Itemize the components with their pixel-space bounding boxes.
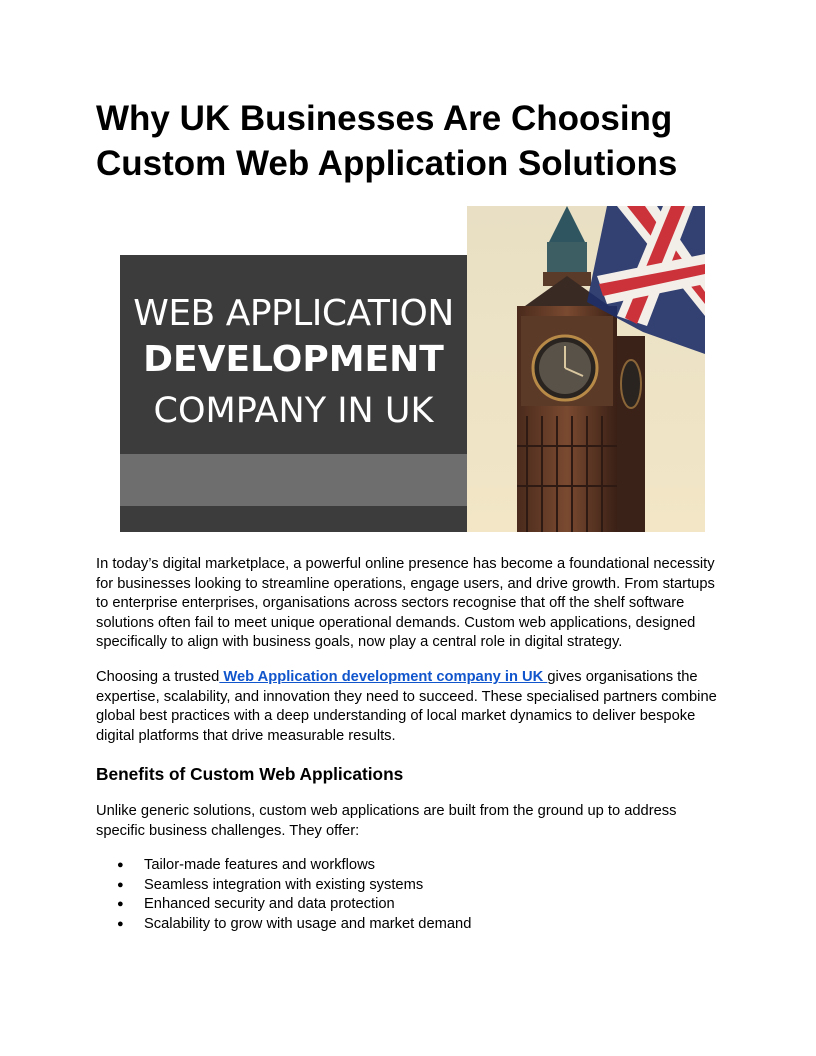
bullet-icon: ●	[117, 898, 124, 911]
page-title: Why UK Businesses Are Choosing Custom Web Application Solutions	[96, 99, 678, 183]
bullet-icon: ●	[117, 917, 124, 930]
list-item-text: Tailor-made features and workflows	[144, 857, 376, 873]
list-item	[96, 876, 726, 896]
list-item-text: Seamless integration with existing systems	[144, 876, 424, 893]
list-item-text: Enhanced security and data protection	[144, 896, 395, 913]
benefits-list	[96, 856, 726, 934]
list-item	[96, 856, 726, 876]
list-item	[96, 895, 726, 915]
banner-line-1: WEB APPLICATION	[133, 293, 454, 334]
paragraph-text-before-link: Choosing a trusted	[96, 669, 220, 685]
benefits-intro-paragraph: Unlike generic solutions, custom web applications are built from the ground up to address specific business challenges. They offer:	[96, 803, 677, 839]
intro-paragraph: In today’s digital marketplace, a powerful online presence has become a foundational necessity for businesses looking to streamline operations, engage users, and drive growth. From startups to enterprise enterprises, organisations across sectors recognise that off the shelf software solutions often fail to meet unique operational demands. Custom web applications, designed specifically to align with business goals, now play a central role in digital strategy.	[96, 556, 715, 651]
big-ben-flag-photo	[467, 206, 705, 532]
banner-stripe	[120, 454, 467, 506]
list-item	[96, 915, 726, 935]
web-application-development-link[interactable]: Web Application development company in UK	[219, 669, 548, 685]
banner-line-2: DEVELOPMENT	[143, 339, 444, 380]
banner-text-panel	[120, 255, 467, 532]
company-paragraph	[96, 668, 726, 746]
banner-line-3: COMPANY IN UK	[153, 391, 434, 431]
paragraph-text-after-link: gives organisations the expertise, scalability, and innovation they need to succeed. These specialised partners combine global best practices with a deep understanding of local market dynamics to deliver bespoke digital platforms that drive measurable results.	[96, 669, 717, 744]
banner-image	[120, 206, 705, 532]
benefits-heading: Benefits of Custom Web Applications	[96, 764, 404, 784]
bullet-icon: ●	[117, 878, 124, 891]
bullet-icon: ●	[117, 859, 124, 871]
list-item-text: Scalability to grow with usage and market demand	[144, 915, 472, 932]
